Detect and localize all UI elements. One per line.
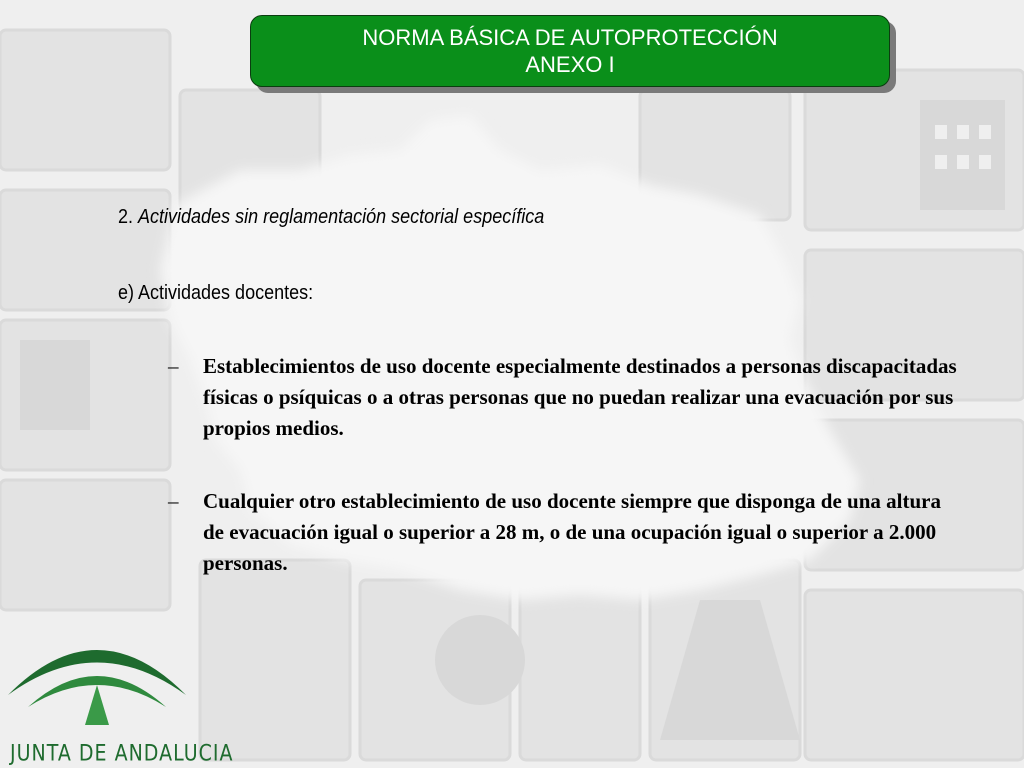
slide-title xyxy=(250,15,890,87)
bullet-text: Establecimientos de uso docente especialmente destinados a personas discapacitadas físicas o psíquicas o a otras personas que no puedan realizar una evacuación por sus propios medios. xyxy=(203,354,957,440)
bullet-item xyxy=(168,486,968,579)
bullet-item xyxy=(168,351,968,444)
title-line-2: ANEXO I xyxy=(525,52,615,77)
bullet-dash: – xyxy=(168,489,179,513)
section-number: 2. xyxy=(118,206,134,228)
bullet-dash: – xyxy=(168,354,179,378)
bullet-text: Cualquier otro establecimiento de uso docente siempre que disponga de una altura de evacuación igual o superior a 28 m, o de una ocupación igual o superior a 2.000 personas. xyxy=(203,489,941,575)
logo-wordmark: JUNTA DE ANDALUCIA xyxy=(10,741,234,767)
section-heading xyxy=(118,206,544,229)
section-title: Actividades sin reglamentación sectorial específica xyxy=(138,206,545,228)
title-line-1: NORMA BÁSICA DE AUTOPROTECCIÓN xyxy=(362,25,778,50)
subsection-heading: e) Actividades docentes: xyxy=(118,282,314,304)
